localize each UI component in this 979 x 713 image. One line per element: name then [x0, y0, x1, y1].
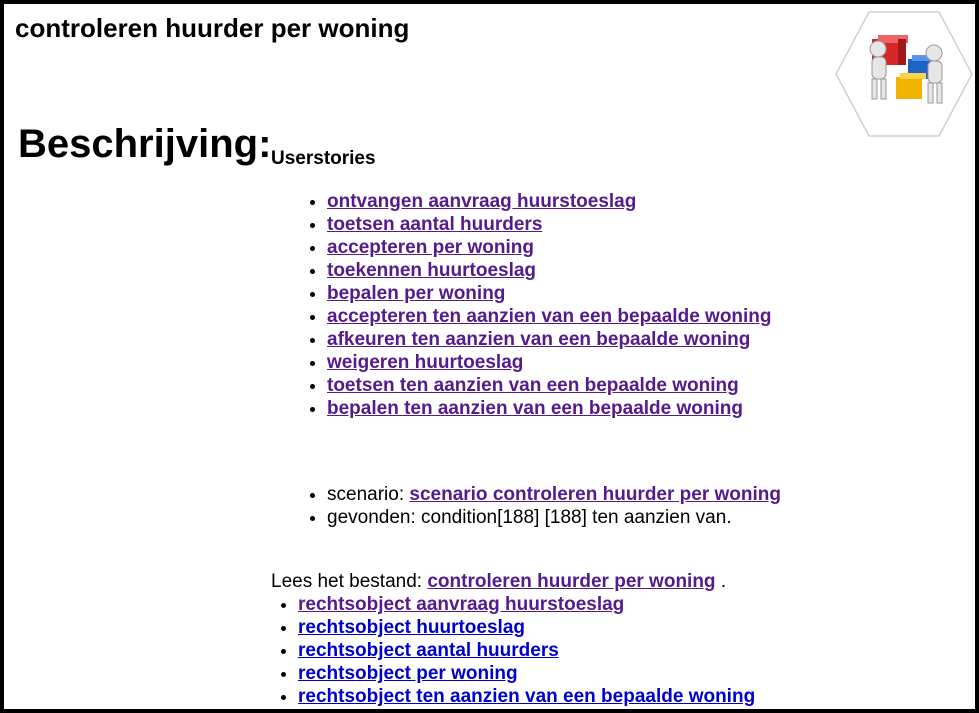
gevonden-text: condition[188] [188] ten aanzien van.: [421, 507, 732, 528]
list-item: [327, 236, 961, 259]
userstories-list: [271, 190, 961, 420]
userstory-link[interactable]: bepalen per woning: [327, 283, 506, 304]
rechtsobject-link[interactable]: rechtsobject per woning: [298, 663, 518, 684]
userstory-link[interactable]: toekennen huurtoeslag: [327, 260, 537, 281]
list-item: [327, 190, 961, 213]
page-title: controleren huurder per woning: [15, 13, 410, 43]
list-item: [327, 351, 961, 374]
list-item: [327, 282, 961, 305]
rechtsobject-link[interactable]: rechtsobject huurtoeslag: [298, 617, 525, 638]
list-item: [298, 593, 961, 616]
list-item: [327, 397, 961, 420]
rechtsobject-link[interactable]: rechtsobject aantal huurders: [298, 640, 559, 661]
userstory-link[interactable]: weigeren huurtoeslag: [327, 352, 524, 373]
gevonden-item: [327, 506, 961, 529]
list-item: [327, 259, 961, 282]
lees-bestand-line: [271, 570, 961, 593]
userstory-link[interactable]: ontvangen aanvraag huurstoeslag: [327, 191, 637, 212]
list-item: [298, 685, 961, 708]
bestand-link[interactable]: controleren huurder per woning: [427, 571, 716, 592]
logo: [834, 9, 974, 139]
userstory-link[interactable]: toetsen ten aanzien van een bepaalde woning: [327, 375, 739, 396]
lees-suffix: .: [720, 571, 727, 592]
scenario-label: scenario:: [327, 484, 405, 505]
list-item: [298, 616, 961, 639]
rechtsobject-link[interactable]: rechtsobject aanvraag huurstoeslag: [298, 594, 625, 615]
section-heading: Beschrijving:: [18, 122, 272, 166]
list-item: [298, 662, 961, 685]
description-content: [271, 148, 961, 708]
scenario-link[interactable]: scenario controleren huurder per woning: [409, 484, 782, 505]
userstory-link[interactable]: accepteren ten aanzien van een bepaalde woning: [327, 306, 772, 327]
scenario-item: [327, 483, 961, 506]
info-list: [271, 483, 961, 529]
userstory-link[interactable]: accepteren per woning: [327, 237, 534, 258]
list-item: [327, 213, 961, 236]
userstory-link[interactable]: bepalen ten aanzien van een bepaalde woning: [327, 398, 743, 419]
lees-prefix: Lees het bestand:: [271, 571, 423, 592]
rechtsobject-link[interactable]: rechtsobject ten aanzien van een bepaalde woning: [298, 686, 756, 707]
list-item: [298, 639, 961, 662]
teamwork-puzzle-blocks-icon: [834, 9, 974, 139]
list-item: [327, 305, 961, 328]
gevonden-label: gevonden:: [327, 507, 416, 528]
rechtsobject-list: [271, 593, 961, 708]
userstory-link[interactable]: afkeuren ten aanzien van een bepaalde woning: [327, 329, 751, 350]
list-item: [327, 374, 961, 397]
list-item: [327, 328, 961, 351]
userstories-heading: Userstories: [271, 148, 376, 169]
userstory-link[interactable]: toetsen aantal huurders: [327, 214, 543, 235]
